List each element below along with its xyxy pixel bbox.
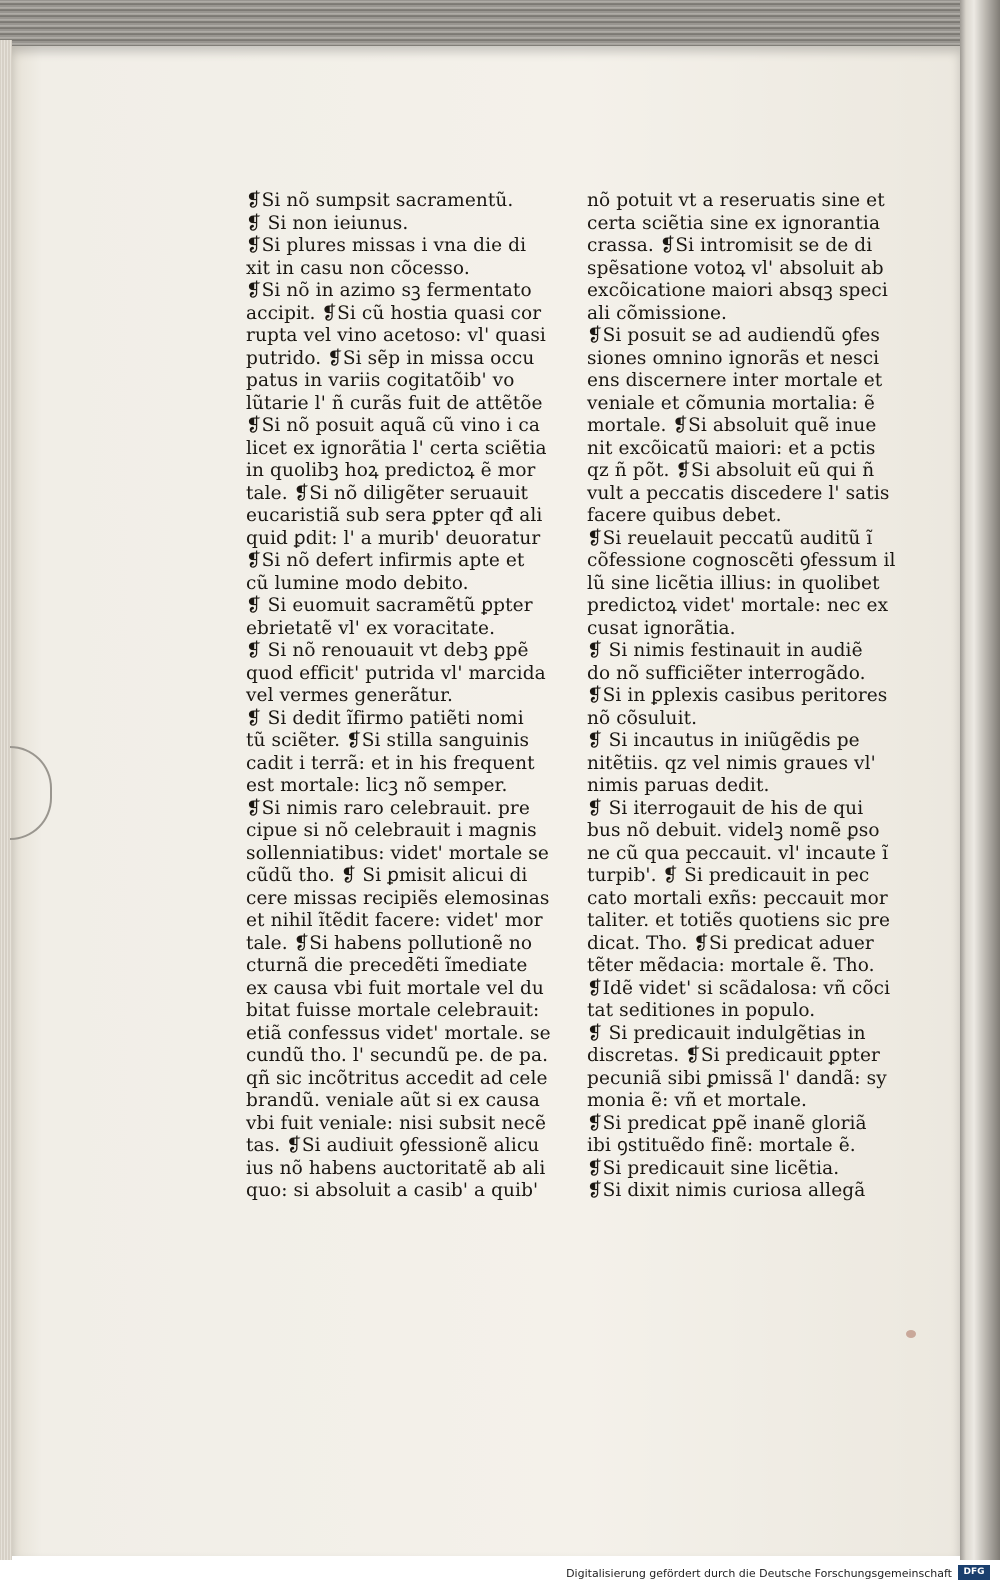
text-line: predictoꝝ videt' mortale: nec ex xyxy=(587,595,889,616)
text-line: xit in casu non cõcesso. xyxy=(246,257,470,279)
text-line: quod efficit' putrida vl' marcida xyxy=(246,662,546,684)
text-line: cõfessione cognoscẽti ꝯfessum il xyxy=(587,550,896,571)
text-line: eucaristiã sub sera ꝑpter qđ ali xyxy=(246,505,543,526)
text-line: cũ lumine modo debito. xyxy=(246,572,469,594)
text-column-left xyxy=(246,190,566,1203)
text-line: pecuniã sibi ꝑmissã l' dandã: sy xyxy=(587,1067,887,1089)
text-line: ❡Si reuelauit peccatũ auditũ ĩ xyxy=(587,527,873,549)
text-line: ❡ Si euomuit sacramẽtũ ꝑpter xyxy=(246,595,533,616)
text-line: quo: si absoluit a casib' a quib' xyxy=(246,1180,539,1201)
footer-credit: Digitalisierung gefördert durch die Deutsche Forschungsgemeinschaft xyxy=(566,1567,952,1580)
text-line: facere quibus debet. xyxy=(587,505,782,526)
text-line: nõ potuit vt a reseruatis sine et xyxy=(587,190,885,211)
text-line: etiã confessus videt' mortale. se xyxy=(246,1022,551,1044)
text-line: do nõ sufficiẽter interrogãdo. xyxy=(587,662,866,684)
text-line: siones omnino ignorãs et nesci xyxy=(587,347,880,369)
text-line: nitẽtiis. qz vel nimis graues vl' xyxy=(587,752,876,774)
text-line: cturnã die precedẽti ĩmediate xyxy=(246,955,528,976)
text-line: taliter. et totiẽs quotiens sic pre xyxy=(587,910,891,931)
text-line: vbi fuit veniale: nisi subsit necẽ xyxy=(246,1112,546,1134)
text-line: nõ cõsuluit. xyxy=(587,707,698,729)
text-line: tẽter mẽdacia: mortale ẽ. Tho. xyxy=(587,955,875,976)
text-line: patus in variis cogitatõib' vo xyxy=(246,370,515,391)
text-line: ❡ Si predicauit indulgẽtias in xyxy=(587,1022,866,1044)
text-line: monia ẽ: vñ et mortale. xyxy=(587,1090,808,1111)
text-line: quid ꝑdit: l' a murib' deuoratur xyxy=(246,527,541,549)
text-line: est mortale: licꝫ nõ semper. xyxy=(246,775,508,796)
text-line: cundũ tho. l' secundũ pe. de pa. xyxy=(246,1045,549,1066)
text-line: ❡Si predicauit sine licẽtia. xyxy=(587,1157,840,1179)
text-line: certa sciẽtia sine ex ignorantia xyxy=(587,212,881,234)
text-line: excõicatione maiori absqꝫ speci xyxy=(587,280,888,301)
text-line: mortale. ❡Si absoluit quẽ inue xyxy=(587,415,877,436)
clasp-ring xyxy=(10,746,52,840)
text-line: crassa. ❡Si intromisit se de di xyxy=(587,235,873,256)
text-line: nimis paruas dedit. xyxy=(587,775,770,796)
text-line: cipue si nõ celebrauit i magnis xyxy=(246,820,537,841)
text-line: ens discernere inter mortale et xyxy=(587,370,883,391)
ink-stain xyxy=(906,1330,916,1338)
text-line: dicat. Tho. ❡Si predicat aduer xyxy=(587,932,874,954)
text-line: brandũ. veniale aũt si ex causa xyxy=(246,1090,540,1111)
text-line: ❡Si nõ posuit aquã cũ vino i ca xyxy=(246,415,540,436)
text-line: ius nõ habens auctoritatẽ ab ali xyxy=(246,1157,546,1179)
text-line: sollenniatibus: videt' mortale se xyxy=(246,842,549,864)
text-line: ne cũ qua peccauit. vl' incaute ĩ xyxy=(587,842,889,864)
text-line: ❡Si nõ sumpsit sacramentũ. xyxy=(246,190,514,211)
text-line: ❡Si nõ defert infirmis apte et xyxy=(246,550,525,571)
text-line: ❡Si predicat ꝑpẽ inanẽ gloriã xyxy=(587,1112,867,1134)
text-line: ❡ Si incautus in iniũgẽdis pe xyxy=(587,730,860,751)
text-line: tas. ❡Si audiuit ꝯfessionẽ alicu xyxy=(246,1135,540,1156)
text-line: ❡ Si non ieiunus. xyxy=(246,212,409,234)
text-line: tale. ❡Si habens pollutionẽ no xyxy=(246,932,533,954)
text-line: in quolibꝫ hoꝝ predictoꝝ ẽ mor xyxy=(246,460,536,481)
text-line: ❡Si plures missas i vna die di xyxy=(246,235,527,256)
text-line: cere missas recipiẽs elemosinas xyxy=(246,887,550,909)
text-line: bus nõ debuit. videlꝫ nomẽ ꝑso xyxy=(587,820,880,841)
text-line: nit excõicatũ maiori: et a pctis xyxy=(587,437,876,459)
text-line: ❡Si nõ in azimo sꝫ fermentato xyxy=(246,280,532,301)
text-line: cadit i terrã: et in his frequent xyxy=(246,752,535,774)
text-line: putrido. ❡Si sẽp in missa occu xyxy=(246,347,535,369)
text-line: veniale et cõmunia mortalia: ẽ xyxy=(587,392,875,414)
text-line: tũ sciẽter. ❡Si stilla sanguinis xyxy=(246,730,530,751)
text-line: ❡Si posuit se ad audiendũ ꝯfes xyxy=(587,325,881,346)
text-line: ibi ꝯstituẽdo finẽ: mortale ẽ. xyxy=(587,1135,856,1156)
text-line: accipit. ❡Si cũ hostia quasi cor xyxy=(246,302,542,324)
text-line: tale. ❡Si nõ diligẽter seruauit xyxy=(246,482,529,504)
text-line: vel vermes generãtur. xyxy=(246,685,453,706)
text-column-right xyxy=(587,190,897,1203)
text-line: vult a peccatis discedere l' satis xyxy=(587,482,890,504)
text-line: turpib'. ❡ Si predicauit in pec xyxy=(587,865,870,886)
text-line: spẽsatione votoꝝ vl' absoluit ab xyxy=(587,257,884,279)
text-line: lũ sine licẽtia illius: in quolibet xyxy=(587,572,880,594)
text-line: cato mortali exñs: peccauit mor xyxy=(587,887,888,909)
dfg-logo: DFG xyxy=(958,1565,990,1580)
text-line: lũtarie l' ñ curãs fuit de attẽtõe xyxy=(246,392,543,414)
book-right-edge xyxy=(960,0,1000,1560)
text-line: qz ñ põt. ❡Si absoluit eũ qui ñ xyxy=(587,460,875,481)
text-line: ❡Si nimis raro celebrauit. pre xyxy=(246,797,530,819)
text-line: rupta vel vino acetoso: vl' quasi xyxy=(246,325,546,346)
text-line: ali cõmissione. xyxy=(587,302,727,324)
text-line: et nihil ĩtẽdit facere: videt' mor xyxy=(246,910,543,931)
text-line: discretas. ❡Si predicauit ꝑpter xyxy=(587,1045,880,1066)
text-line: ❡ Si dedit ĩfirmo patiẽti nomi xyxy=(246,707,524,729)
text-line: cũdũ tho. ❡ Si ꝑmisit alicui di xyxy=(246,865,528,886)
text-line: qñ sic incõtritus accedit ad cele xyxy=(246,1067,548,1089)
text-line: cusat ignorãtia. xyxy=(587,617,736,639)
text-line: ❡Idẽ videt' si scãdalosa: vñ cõci xyxy=(587,977,891,999)
text-line: ❡Si in ꝑplexis casibus peritores xyxy=(587,685,888,706)
text-line: ex causa vbi fuit mortale vel du xyxy=(246,977,544,999)
text-line: ebrietatẽ vl' ex voracitate. xyxy=(246,617,496,639)
text-line: ❡ Si nimis festinauit in audiẽ xyxy=(587,640,863,661)
text-line: licet ex ignorãtia l' certa sciẽtia xyxy=(246,437,547,459)
text-line: ❡ Si iterrogauit de his de qui xyxy=(587,797,864,819)
text-line: ❡Si dixit nimis curiosa allegã xyxy=(587,1180,866,1201)
text-line: bitat fuisse mortale celebrauit: xyxy=(246,1000,540,1021)
text-line: tat seditiones in populo. xyxy=(587,1000,816,1021)
text-line: ❡ Si nõ renouauit vt debꝫ ꝑpẽ xyxy=(246,640,529,661)
